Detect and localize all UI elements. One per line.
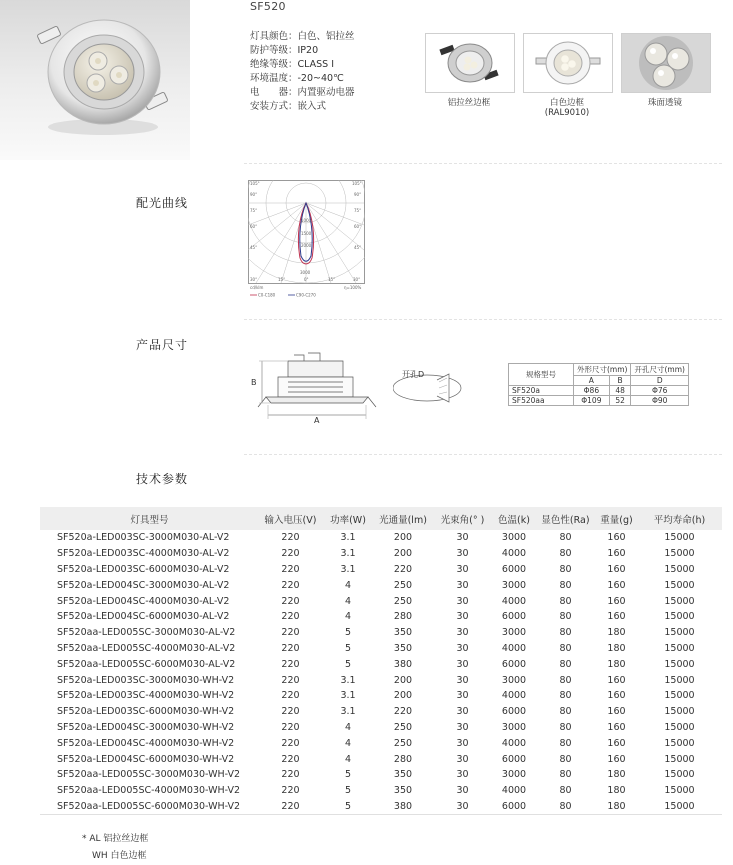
spec-color: 灯具颜色：白色、铝拉丝 <box>250 31 355 42</box>
efficiency-label: η=100% <box>344 285 362 290</box>
cell-flux: 250 <box>393 737 413 749</box>
cell-lifetime: 15000 <box>664 611 695 623</box>
cell-model: SF520a-LED003SC-4000M030-WH-V2 <box>57 690 235 702</box>
angle-label: 15° <box>328 277 336 282</box>
cell-voltage: 220 <box>281 611 300 623</box>
table-row <box>40 799 722 815</box>
variant-thumb-white <box>523 33 613 93</box>
angle-label: 15° <box>278 277 286 282</box>
angle-label: 90° <box>354 192 362 197</box>
cell-model: SF520aa-LED005SC-4000M030-AL-V2 <box>57 642 236 654</box>
cell-lifetime: 15000 <box>664 595 695 607</box>
variant-caption-aluminum <box>425 98 513 108</box>
header-model: 规格型号 <box>509 364 574 386</box>
cell-cct: 3000 <box>501 627 527 639</box>
cell-cct: 4000 <box>501 785 527 797</box>
cell-flux: 350 <box>393 785 413 797</box>
section-title-light-curve: 配光曲线 <box>136 196 189 210</box>
cell-cri: 80 <box>559 721 572 733</box>
table-row <box>40 704 722 720</box>
dimension-drawing <box>248 345 383 425</box>
cell-beam-angle: 30 <box>456 579 469 591</box>
cell-weight: 160 <box>607 548 626 560</box>
section-title-dimensions: 产品尺寸 <box>136 338 189 352</box>
cell-voltage: 220 <box>281 706 300 718</box>
cell-power: 5 <box>344 627 352 639</box>
polar-diagram <box>248 180 365 298</box>
cell-beam-angle: 30 <box>432 799 493 815</box>
cell-lifetime: 15000 <box>664 706 695 718</box>
angle-label: 75° <box>250 208 258 213</box>
section-title-tech: 技术参数 <box>136 472 189 486</box>
note-wh: WH 白色边框 <box>92 851 147 861</box>
header-lifetime: 平均寿命(h) <box>637 507 722 530</box>
table-row <box>40 688 722 704</box>
cell-lifetime: 15000 <box>664 785 695 797</box>
cell-lifetime: 15000 <box>664 737 695 749</box>
cell-flux: 380 <box>374 799 432 815</box>
cell-voltage: 220 <box>259 799 322 815</box>
cell-cri: 80 <box>559 674 572 686</box>
cell-weight: 180 <box>607 769 626 781</box>
cell-weight: 160 <box>607 690 626 702</box>
table-row <box>40 735 722 751</box>
table-row <box>40 672 722 688</box>
cell-cct: 6000 <box>501 611 527 623</box>
cell-a: Φ109 <box>574 396 610 406</box>
table-row <box>40 609 722 625</box>
cell-voltage: 220 <box>281 753 300 765</box>
cell-cct: 4000 <box>501 642 527 654</box>
header-power: 功率(W) <box>322 507 374 530</box>
cell-model: SF520a-LED004SC-3000M030-WH-V2 <box>57 721 235 733</box>
cell-a: Φ86 <box>574 386 610 396</box>
cell-b: 52 <box>609 396 631 406</box>
cell-lifetime: 15000 <box>664 532 695 544</box>
model-title: SF520 <box>250 0 286 13</box>
cell-beam-angle: 30 <box>456 706 469 718</box>
cell-model: SF520a-LED004SC-6000M030-AL-V2 <box>57 611 230 623</box>
cell-power: 5 <box>344 769 352 781</box>
cell-cri: 80 <box>535 799 596 815</box>
cell-flux: 200 <box>393 674 413 686</box>
cell-beam-angle: 30 <box>456 785 469 797</box>
cell-model: SF520aa-LED005SC-6000M030-AL-V2 <box>57 658 236 670</box>
cell-cct: 6000 <box>501 753 527 765</box>
cell-cri: 80 <box>559 690 572 702</box>
cell-model: SF520a-LED003SC-3000M030-AL-V2 <box>57 532 230 544</box>
cell-flux: 380 <box>393 658 413 670</box>
cell-weight: 160 <box>607 532 626 544</box>
cell-d: Φ90 <box>631 396 688 406</box>
legend-c0: C0-C180 <box>258 292 276 298</box>
cutout-ellipse <box>393 366 488 404</box>
cell-beam-angle: 30 <box>456 658 469 670</box>
header-cutout: 开孔尺寸(mm) <box>631 364 688 376</box>
table-row <box>40 656 722 672</box>
table-row <box>40 720 722 736</box>
cell-voltage: 220 <box>281 769 300 781</box>
spec-driver: 电 器：内置驱动电器 <box>250 87 355 98</box>
cell-weight: 160 <box>607 753 626 765</box>
cell-cct: 4000 <box>501 595 527 607</box>
cell-beam-angle: 30 <box>456 769 469 781</box>
cell-model: SF520a-LED003SC-6000M030-AL-V2 <box>57 563 230 575</box>
cell-lifetime: 15000 <box>637 799 722 815</box>
cell-cri: 80 <box>559 563 572 575</box>
cell-weight: 160 <box>607 563 626 575</box>
cell-power: 3.1 <box>340 706 356 718</box>
cell-cri: 80 <box>559 579 572 591</box>
angle-label: 60° <box>354 224 362 229</box>
cell-weight: 160 <box>607 721 626 733</box>
cell-voltage: 220 <box>281 721 300 733</box>
cell-voltage: 220 <box>281 563 300 575</box>
cell-cri: 80 <box>559 532 572 544</box>
cell-weight: 180 <box>607 785 626 797</box>
cell-model: SF520a-LED004SC-3000M030-AL-V2 <box>57 579 230 591</box>
cutout-drawing <box>393 366 488 404</box>
intensity-label: 1000 <box>301 218 312 223</box>
subheader-d: D <box>631 376 688 386</box>
angle-label: 45° <box>354 245 362 250</box>
dim-label-b: B <box>251 378 257 387</box>
cell-cri: 80 <box>559 627 572 639</box>
cell-flux: 200 <box>393 548 413 560</box>
cell-power: 3.1 <box>340 548 356 560</box>
cell-flux: 250 <box>393 721 413 733</box>
cell-power: 4 <box>344 737 352 749</box>
spec-temperature: 环境温度：-20~40℃ <box>250 73 344 84</box>
header-model: 灯具型号 <box>40 507 259 530</box>
table-header-row <box>509 364 689 376</box>
cell-lifetime: 15000 <box>664 769 695 781</box>
cell-flux: 250 <box>393 595 413 607</box>
cell-cct: 6000 <box>501 563 527 575</box>
table-row <box>509 396 689 406</box>
caption-line: 白色边框 <box>549 98 584 108</box>
spec-ip: 防护等级：IP20 <box>250 45 319 56</box>
header-flux: 光通量(lm) <box>374 507 432 530</box>
cell-power: 3.1 <box>340 563 356 575</box>
cell-beam-angle: 30 <box>456 737 469 749</box>
table-row <box>40 577 722 593</box>
table-row <box>40 625 722 641</box>
angle-label: 30° <box>353 277 361 282</box>
cell-cri: 80 <box>559 658 572 670</box>
angle-label: 90° <box>250 192 258 197</box>
cell-weight: 160 <box>607 579 626 591</box>
cell-lifetime: 15000 <box>664 721 695 733</box>
subheader-b: B <box>609 376 631 386</box>
cell-voltage: 220 <box>281 642 300 654</box>
cell-flux: 200 <box>393 532 413 544</box>
table-row <box>40 767 722 783</box>
cell-weight: 160 <box>607 706 626 718</box>
intensity-label: 1500 <box>301 231 312 236</box>
cell-cri: 80 <box>559 769 572 781</box>
divider <box>244 454 722 455</box>
cell-power: 4 <box>344 753 352 765</box>
table-row <box>509 386 689 396</box>
cell-cri: 80 <box>559 595 572 607</box>
cell-model: SF520a-LED003SC-3000M030-WH-V2 <box>57 674 235 686</box>
cell-weight: 160 <box>607 737 626 749</box>
header-voltage: 输入电压(V) <box>259 507 322 530</box>
cell-beam-angle: 30 <box>456 595 469 607</box>
angle-label: 60° <box>250 224 258 229</box>
cell-model: SF520a-LED003SC-6000M030-WH-V2 <box>57 706 235 718</box>
cell-weight: 180 <box>596 799 637 815</box>
cell-flux: 220 <box>393 563 413 575</box>
variant-caption-white <box>523 98 611 118</box>
cell-lifetime: 15000 <box>664 658 695 670</box>
header-outer: 外形尺寸(mm) <box>574 364 631 376</box>
cell-flux: 350 <box>393 642 413 654</box>
cell-lifetime: 15000 <box>664 753 695 765</box>
tech-table-container <box>40 507 722 815</box>
cell-flux: 350 <box>393 627 413 639</box>
intensity-label: 3000 <box>300 270 311 275</box>
header-beam-angle: 光束角(° ) <box>432 507 493 530</box>
cell-voltage: 220 <box>281 595 300 607</box>
cell-cct: 6000 <box>501 706 527 718</box>
legend-c90: C90-C270 <box>296 292 316 298</box>
tech-table-body <box>40 530 722 815</box>
cell-cct: 6000 <box>493 799 535 815</box>
angle-label: 30° <box>250 277 258 282</box>
cell-weight: 160 <box>607 674 626 686</box>
cell-power: 3.1 <box>340 674 356 686</box>
cell-voltage: 220 <box>281 627 300 639</box>
cell-beam-angle: 30 <box>456 532 469 544</box>
cell-power: 3.1 <box>340 690 356 702</box>
aluminum-frame-image <box>426 34 514 92</box>
angle-label: 105° <box>352 181 362 186</box>
cell-power: 5 <box>344 658 352 670</box>
white-frame-image <box>524 34 612 92</box>
cell-lifetime: 15000 <box>664 563 695 575</box>
cell-flux: 220 <box>393 706 413 718</box>
cell-beam-angle: 30 <box>456 753 469 765</box>
table-row <box>40 593 722 609</box>
divider <box>244 163 722 164</box>
cell-b: 48 <box>609 386 631 396</box>
cell-d: Φ76 <box>631 386 688 396</box>
cell-weight: 160 <box>607 595 626 607</box>
cell-cri: 80 <box>559 642 572 654</box>
cell-model: SF520a-LED004SC-4000M030-WH-V2 <box>57 737 235 749</box>
cell-cct: 3000 <box>501 769 527 781</box>
cell-voltage: 220 <box>281 532 300 544</box>
cell-voltage: 220 <box>281 737 300 749</box>
table-row <box>40 751 722 767</box>
cell-beam-angle: 30 <box>456 721 469 733</box>
dimension-table <box>508 363 689 406</box>
header-weight: 重量(g) <box>596 507 637 530</box>
cell-power: 5 <box>344 785 352 797</box>
cell-model: SF520aa-LED005SC-3000M030-AL-V2 <box>57 627 236 639</box>
caption-line: (RAL9010) <box>544 108 590 118</box>
intensity-label: 2000 <box>301 243 312 248</box>
dim-label-a: A <box>314 416 320 425</box>
polar-plot <box>248 180 365 298</box>
cell-cct: 4000 <box>501 690 527 702</box>
cell-voltage: 220 <box>281 548 300 560</box>
cell-lifetime: 15000 <box>664 579 695 591</box>
cell-lifetime: 15000 <box>664 627 695 639</box>
cell-cct: 4000 <box>501 548 527 560</box>
cell-cri: 80 <box>559 753 572 765</box>
cell-power: 3.1 <box>340 532 356 544</box>
header-cct: 色温(k) <box>493 507 535 530</box>
table-row <box>40 546 722 562</box>
tech-table <box>40 507 722 815</box>
unit-label: cd/klm <box>250 285 264 290</box>
cell-lifetime: 15000 <box>664 548 695 560</box>
cell-flux: 250 <box>393 579 413 591</box>
cell-cct: 6000 <box>501 658 527 670</box>
angle-label: 0° <box>304 277 309 282</box>
cell-power: 5 <box>344 642 352 654</box>
cell-lifetime: 15000 <box>664 674 695 686</box>
spec-install: 安装方式：嵌入式 <box>250 101 327 112</box>
downlight-image <box>0 0 190 160</box>
cell-cri: 80 <box>559 737 572 749</box>
caption-line: 珠面透镜 <box>647 98 682 108</box>
cell-flux: 280 <box>393 753 413 765</box>
cell-cct: 3000 <box>501 674 527 686</box>
cell-flux: 350 <box>393 769 413 781</box>
cell-weight: 180 <box>607 642 626 654</box>
cell-flux: 200 <box>393 690 413 702</box>
cell-power: 5 <box>322 799 374 815</box>
cell-power: 4 <box>344 611 352 623</box>
cell-cri: 80 <box>559 785 572 797</box>
cell-voltage: 220 <box>281 658 300 670</box>
cell-model: SF520a-LED003SC-4000M030-AL-V2 <box>57 548 230 560</box>
cell-power: 4 <box>344 579 352 591</box>
note-al: * AL 铝拉丝边框 <box>82 834 149 844</box>
cell-voltage: 220 <box>281 690 300 702</box>
cell-weight: 180 <box>607 658 626 670</box>
cell-cri: 80 <box>559 611 572 623</box>
angle-label: 45° <box>250 245 258 250</box>
cell-voltage: 220 <box>281 579 300 591</box>
cell-lifetime: 15000 <box>664 642 695 654</box>
cell-cct: 3000 <box>501 579 527 591</box>
cell-lifetime: 15000 <box>664 690 695 702</box>
variant-caption-lens <box>621 98 709 108</box>
divider <box>244 319 722 320</box>
variant-thumb-lens <box>621 33 711 93</box>
cell-model: SF520aa-LED005SC-4000M030-WH-V2 <box>57 785 241 797</box>
cell-cri: 80 <box>559 706 572 718</box>
table-row <box>40 783 722 799</box>
cell-model: SF520aa-LED005SC-6000M030-WH-V2 <box>40 799 259 815</box>
tech-header-row <box>40 507 722 530</box>
header-cri: 显色性(Ra) <box>535 507 596 530</box>
cell-model: SF520a-LED004SC-4000M030-AL-V2 <box>57 595 230 607</box>
cell-cct: 3000 <box>501 721 527 733</box>
cell-beam-angle: 30 <box>456 627 469 639</box>
cell-model: SF520aa <box>509 396 574 406</box>
bead-lens-image <box>622 34 710 92</box>
cell-power: 4 <box>344 595 352 607</box>
cell-beam-angle: 30 <box>456 563 469 575</box>
cell-weight: 180 <box>607 627 626 639</box>
table-row <box>40 641 722 657</box>
cell-cri: 80 <box>559 548 572 560</box>
angle-label: 105° <box>250 181 260 186</box>
cell-beam-angle: 30 <box>456 674 469 686</box>
cell-beam-angle: 30 <box>456 690 469 702</box>
table-row <box>40 562 722 578</box>
product-photo <box>0 0 190 160</box>
side-view-drawing <box>248 345 383 425</box>
table-row <box>40 530 722 546</box>
cell-power: 4 <box>344 721 352 733</box>
cell-model: SF520a <box>509 386 574 396</box>
spec-insulation: 绝缘等级：CLASS I <box>250 59 335 70</box>
cutout-label: 开孔D <box>402 370 425 379</box>
cell-voltage: 220 <box>281 674 300 686</box>
cell-model: SF520a-LED004SC-6000M030-WH-V2 <box>57 753 235 765</box>
cell-beam-angle: 30 <box>456 642 469 654</box>
cell-voltage: 220 <box>281 785 300 797</box>
cell-model: SF520aa-LED005SC-3000M030-WH-V2 <box>57 769 241 781</box>
cell-beam-angle: 30 <box>456 611 469 623</box>
cell-cct: 3000 <box>501 532 527 544</box>
cell-cct: 4000 <box>501 737 527 749</box>
cell-beam-angle: 30 <box>456 548 469 560</box>
caption-line: 铝拉丝边框 <box>447 98 491 108</box>
subheader-a: A <box>574 376 610 386</box>
cell-flux: 280 <box>393 611 413 623</box>
variant-thumb-aluminum <box>425 33 515 93</box>
cell-weight: 160 <box>607 611 626 623</box>
angle-label: 75° <box>354 208 362 213</box>
